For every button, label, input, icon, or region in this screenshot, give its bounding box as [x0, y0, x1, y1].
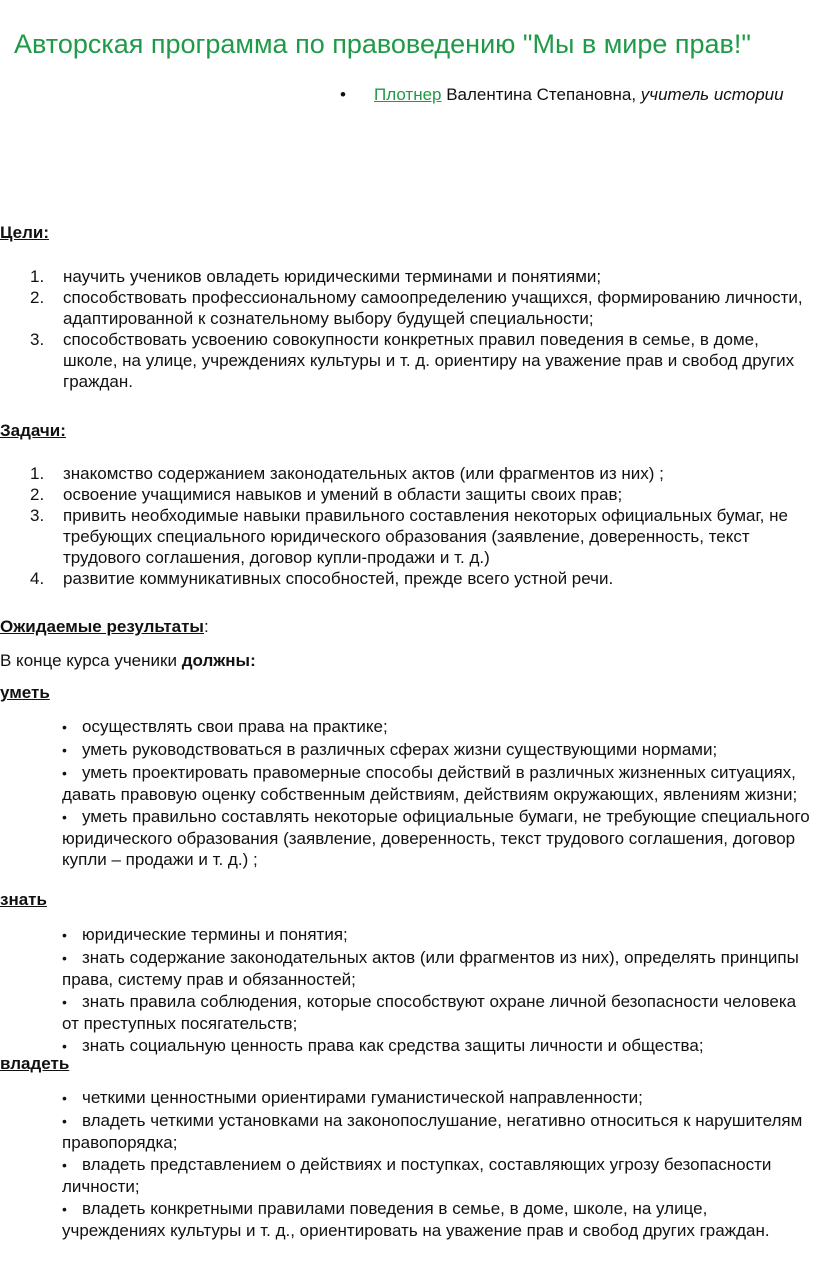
tasks-heading: Задачи:	[0, 421, 66, 440]
list-number: 3.	[30, 330, 45, 349]
list-item-text: знать социальную ценность права как средства защиты личности и общества;	[82, 1036, 704, 1055]
task-item	[0, 568, 816, 589]
results-colon: :	[203, 617, 209, 636]
list-item	[62, 991, 814, 1034]
list-item	[62, 1154, 814, 1197]
list-item-text: юридические термины и понятия;	[82, 925, 348, 944]
list-item	[62, 806, 814, 870]
author-name: Валентина Степановна,	[441, 85, 641, 104]
list-item-text: научить учеников овладеть юридическими терминами и понятиями;	[63, 267, 602, 286]
results-intro-text: В конце курса ученики	[0, 651, 182, 670]
task-item	[0, 484, 816, 505]
list-item-text: владеть конкретными правилами поведения в семье, в доме, школе, на улице, учреждениях культуры и т. д., ориентировать на уважение прав и свобод других граждан.	[62, 1199, 770, 1240]
results-heading: Ожидаемые результаты	[0, 617, 204, 636]
bullet-icon: •	[62, 809, 67, 825]
list-item	[62, 947, 814, 990]
bullet-icon: •	[62, 1113, 67, 1129]
goal-item	[0, 329, 816, 392]
list-item-text: четкими ценностными ориентирами гуманистической направленности;	[82, 1088, 643, 1107]
goals-list	[0, 266, 816, 392]
list-item-text: знакомство содержанием законодательных актов (или фрагментов из них) ;	[63, 464, 664, 483]
results-intro	[0, 650, 256, 671]
list-item	[62, 739, 814, 761]
bullet-icon: •	[62, 1157, 67, 1173]
list-item	[62, 1035, 814, 1057]
list-item-text: способствовать профессиональному самоопределению учащихся, формированию личности, адаптированной к сознательному выбору будущей специальности;	[63, 288, 803, 328]
list-number: 1.	[30, 464, 45, 483]
goal-item	[0, 266, 816, 287]
document-title: Авторская программа по правоведению "Мы в мире прав!"	[14, 29, 751, 59]
list-item-text: уметь проектировать правомерные способы действий в различных жизненных ситуациях, давать правовую оценку собственным действиям, действиям окружающих, явлениям жизни;	[62, 763, 798, 804]
group-label-umet: уметь	[0, 683, 50, 702]
list-item-text: владеть представлением о действиях и поступках, составляющих угрозу безопасности личности;	[62, 1155, 772, 1196]
bullet-icon: •	[62, 994, 67, 1010]
author-role: учитель истории	[640, 85, 784, 104]
goal-item	[0, 287, 816, 329]
tasks-list	[0, 463, 816, 589]
umet-list	[62, 716, 814, 871]
vladet-list	[62, 1087, 814, 1242]
list-number: 4.	[30, 569, 45, 588]
bullet-icon: •	[62, 927, 67, 943]
results-heading-line	[0, 616, 209, 637]
bullet-icon: •	[62, 742, 67, 758]
group-label-vladet: владеть	[0, 1054, 70, 1073]
list-item-text: знать правила соблюдения, которые способствуют охране личной безопасности человека от преступных посягательств;	[62, 992, 797, 1033]
task-item	[0, 505, 816, 568]
task-item	[0, 463, 816, 484]
znat-list	[62, 924, 814, 1058]
bullet-icon: •	[62, 1038, 67, 1054]
bullet-icon: •	[62, 950, 67, 966]
list-number: 3.	[30, 506, 45, 525]
results-intro-bold: должны:	[181, 651, 256, 670]
list-item-text: развитие коммуникативных способностей, прежде всего устной речи.	[63, 569, 614, 588]
bullet-icon: •	[62, 765, 67, 781]
list-number: 2.	[30, 485, 45, 504]
list-number: 1.	[30, 267, 45, 286]
bullet-icon: •	[62, 719, 67, 735]
list-item-text: способствовать усвоению совокупности конкретных правил поведения в семье, в доме, школе, на улице, учреждениях культуры и т. д. ориентиру на уважение прав и свобод других граждан.	[63, 330, 795, 391]
list-item-text: осуществлять свои права на практике;	[82, 717, 388, 736]
list-item	[62, 1198, 814, 1241]
list-number: 2.	[30, 288, 45, 307]
author-surname-link[interactable]: Плотнер	[374, 85, 442, 104]
list-item	[62, 924, 814, 946]
list-item	[62, 762, 814, 805]
bullet-icon: •	[62, 1090, 67, 1106]
list-item	[62, 1110, 814, 1153]
list-item-text: знать содержание законодательных актов (или фрагментов из них), определять принципы права, систему прав и обязанностей;	[62, 948, 799, 989]
goals-heading: Цели:	[0, 223, 49, 242]
list-item	[62, 716, 814, 738]
bullet-icon: •	[62, 1201, 67, 1217]
list-item-text: владеть четкими установками на законопослушание, негативно относиться к нарушителям правопорядка;	[62, 1111, 803, 1152]
list-item	[62, 1087, 814, 1109]
list-item-text: привить необходимые навыки правильного составления некоторых официальных бумаг, не требующих специального юридического образования (заявление, доверенность, текст трудового соглашения, договор купли-продажи и т. д.)	[63, 506, 788, 567]
author-line	[340, 84, 784, 105]
list-item-text: уметь руководствоваться в различных сферах жизни существующими нормами;	[82, 740, 718, 759]
list-item-text: уметь правильно составлять некоторые официальные бумаги, не требующие специального юридического образования (заявление, доверенность, текст трудового соглашения, договор купли – продажи и т. д.) ;	[62, 807, 810, 869]
list-item-text: освоение учащимися навыков и умений в области защиты своих прав;	[63, 485, 623, 504]
bullet-icon: •	[340, 85, 346, 104]
group-label-znat: знать	[0, 890, 47, 909]
